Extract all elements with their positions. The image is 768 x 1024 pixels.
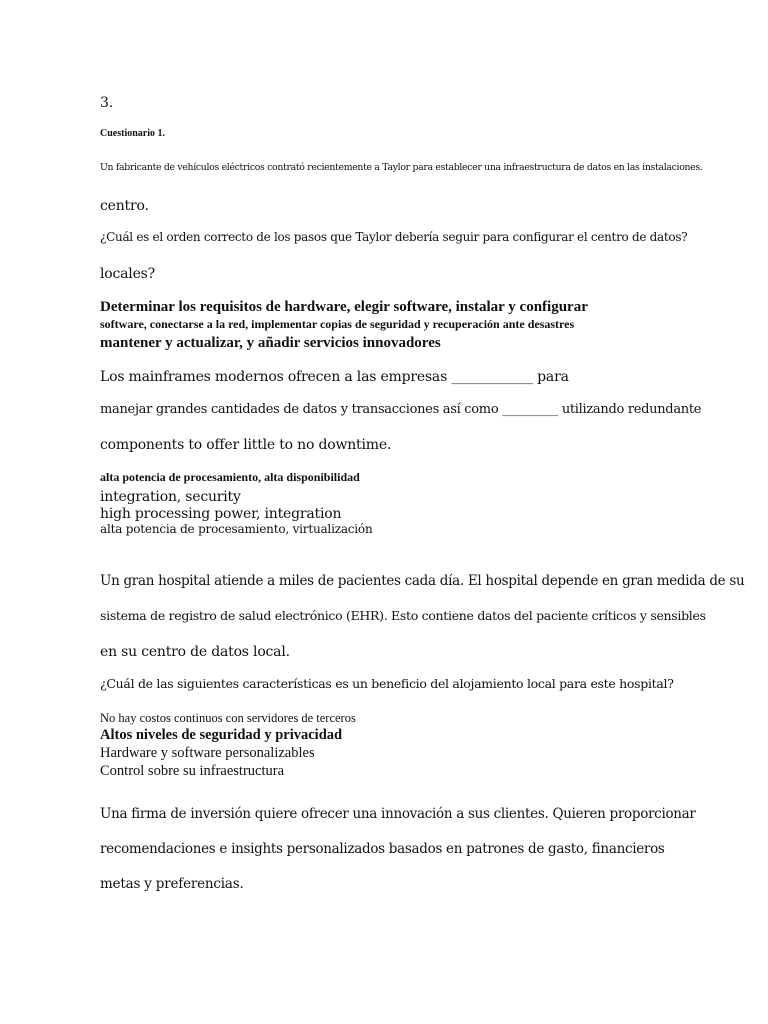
q4-stem-line-1: Una firma de inversión quiere ofrecer una innovación a sus clientes. Quieren proporcionar xyxy=(100,806,696,822)
q2-option-2: integration, security xyxy=(100,489,241,505)
q2-option-3: high processing power, integration xyxy=(100,506,342,522)
q3-question: ¿Cuál de las siguientes características es un beneficio del alojamiento local para este hospital? xyxy=(100,676,674,691)
q1-answer-line-3: mantener y actualizar, y añadir servicios innovadores xyxy=(100,335,441,351)
q3-stem-line-3: en su centro de datos local. xyxy=(100,644,290,660)
q2-option-1: alta potencia de procesamiento, alta disponibilidad xyxy=(100,470,360,484)
q4-stem-line-3: metas y preferencias. xyxy=(100,876,244,892)
q2-stem-line-1: Los mainframes modernos ofrecen a las empresas ____________ para xyxy=(100,369,569,385)
q2-stem-line-2: manejar grandes cantidades de datos y transacciones así como _________ utilizando redundante xyxy=(100,402,702,417)
q2-option-4: alta potencia de procesamiento, virtualización xyxy=(100,522,373,536)
q3-option-2: Altos niveles de seguridad y privacidad xyxy=(100,727,343,743)
q1-answer-line-1: Determinar los requisitos de hardware, elegir software, instalar y configurar xyxy=(100,299,588,315)
q2-stem-line-3: components to offer little to no downtime. xyxy=(100,437,392,453)
q4-stem-line-2: recomendaciones e insights personalizados basados en patrones de gasto, financieros xyxy=(100,841,665,857)
q1-question-line-1: ¿Cuál es el orden correcto de los pasos que Taylor debería seguir para configurar el centro de datos? xyxy=(100,230,688,244)
q1-intro-line-2: centro. xyxy=(100,198,149,214)
q1-intro-line-1: Un fabricante de vehículos eléctricos contrató recientemente a Taylor para establecer una infraestructura de datos en las instalaciones. xyxy=(100,162,703,173)
q3-option-3: Hardware y software personalizables xyxy=(100,745,315,761)
page-number: 3. xyxy=(100,95,113,111)
q3-option-1: No hay costos continuos con servidores de terceros xyxy=(100,711,356,725)
q1-question-line-2: locales? xyxy=(100,266,155,282)
q3-stem-line-1: Un gran hospital atiende a miles de pacientes cada día. El hospital depende en gran medida de su xyxy=(100,573,745,589)
q3-option-4: Control sobre su infraestructura xyxy=(100,763,285,779)
quiz-title: Cuestionario 1. xyxy=(100,128,165,139)
q3-stem-line-2: sistema de registro de salud electrónico (EHR). Esto contiene datos del paciente críticos y sensibles xyxy=(100,608,706,623)
q1-answer-line-2: software, conectarse a la red, implementar copias de seguridad y recuperación ante desastres xyxy=(100,317,575,331)
